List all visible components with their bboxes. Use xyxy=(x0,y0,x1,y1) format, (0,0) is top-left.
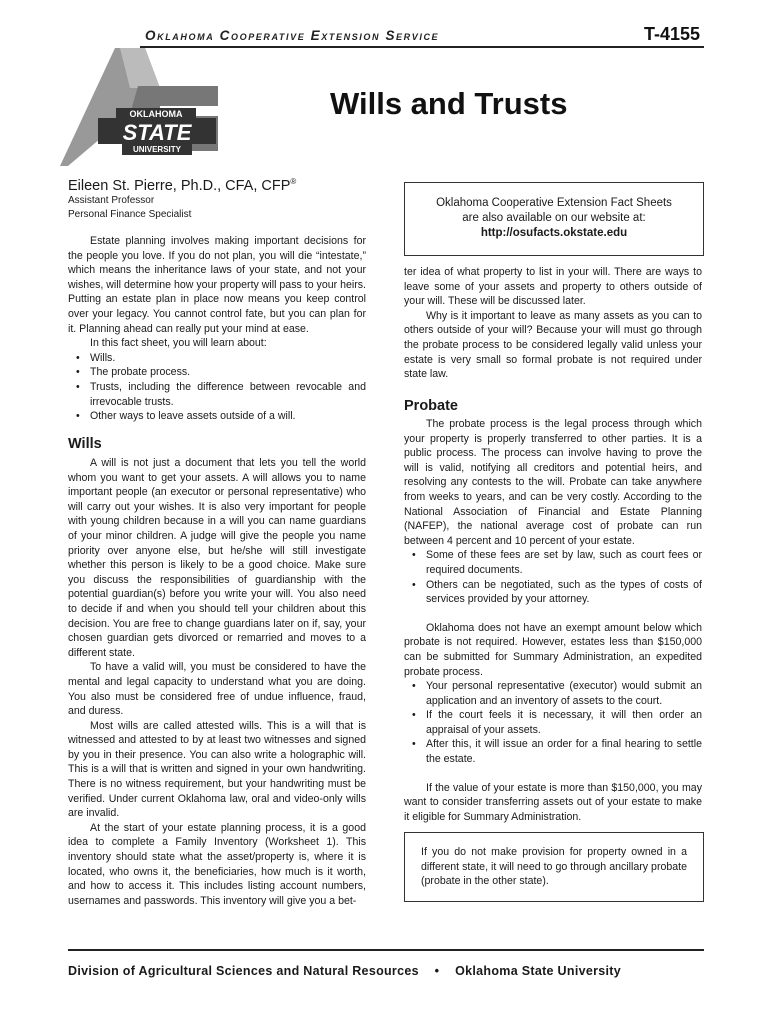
footer-university: Oklahoma State University xyxy=(455,964,622,978)
logo-line1: OKLAHOMA xyxy=(129,109,183,119)
footer xyxy=(68,964,704,978)
fact-box-url[interactable]: http://osufacts.okstate.edu xyxy=(480,227,628,239)
fact-box-line2: are also available on our website at: xyxy=(462,212,646,224)
intro-lead: In this fact sheet, you will learn about: xyxy=(90,337,267,350)
footer-rule xyxy=(68,949,704,951)
author-title xyxy=(68,194,191,222)
list-item: • Some of these fees are set by law, such as court fees or required documents. xyxy=(426,548,702,577)
osu-logo xyxy=(60,48,225,173)
header-service-name: Oklahoma Cooperative Extension Service xyxy=(145,28,440,43)
intro-paragraph: Estate planning involves making important decisions for the people you love. If you do not plan, you will die “intestate,” which means the inheritance laws of your state, and not your wishes, will determine how your property will pass to your heirs. Putting an estate plan in place now means you keep control over your legacy. You cannot control fate, but you can plan for it. Planning ahead can really put your mind at ease. xyxy=(68,235,366,335)
list-item: • Your personal representative (executor) would submit an application and an inventory of assets to the court. xyxy=(426,679,702,708)
right-continuation xyxy=(404,265,702,382)
author-name-text: Eileen St. Pierre, Ph.D., CFA, CFP xyxy=(68,177,291,194)
probate-heading: Probate xyxy=(404,398,458,414)
ancillary-probate-note xyxy=(404,832,704,902)
wills-paragraph-3: Most wills are called attested wills. This is a will that is witnessed and attested to by at least two witnesses and signed by you in their presence. You can also write a holographic will. This is a will that is written and signed in your own handwriting. There is no witness requirement, but your handwriting must be verified. Under current Oklahoma law, oral and video-only wills are invalid. xyxy=(68,719,366,820)
intro-list xyxy=(68,351,366,424)
probate-steps-list xyxy=(404,679,702,767)
probate-fee-list xyxy=(404,548,702,606)
wills-paragraph-4: At the start of your estate planning process, it is a good idea to complete a Family Inventory (Worksheet 1). This inventory should state what the asset/property is, where it is located, who owns it, the beneficiaries, how much is it worth, and how to access it. This includes listing account numbers, usernames and passwords. This inventory will give you a bet- xyxy=(68,821,366,907)
probate-paragraph-3: If the value of your estate is more than $150,000, you may want to consider transferring assets out of your estate to make it eligible for Summary Administration. xyxy=(404,781,702,823)
wills-section xyxy=(68,456,366,908)
why-paragraph: Why is it important to leave as many assets as you can to others outside of your will? Because your will must go through the probate process to be considered legally valid unless your estate is very small so formal probate is not required under state law. xyxy=(404,309,702,381)
continuation-paragraph: ter idea of what property to list in your will. There are ways to leave some of your assets and property to others outside of your will. These will be discussed later. xyxy=(404,266,702,308)
fact-sheets-box xyxy=(404,182,704,256)
author-title-line2: Personal Finance Specialist xyxy=(68,209,192,220)
wills-paragraph-2: To have a valid will, you must be considered to have the mental and legal capacity to understand what you are doing. You also must be considered free of undue influence, fraud, and duress. xyxy=(68,661,366,718)
page-title: Wills and Trusts xyxy=(330,86,568,121)
list-item: • Trusts, including the difference between revocable and irrevocable trusts. xyxy=(90,380,366,409)
author-name xyxy=(68,177,296,194)
probate-section xyxy=(404,417,702,824)
intro-section xyxy=(68,234,366,424)
document-id: T-4155 xyxy=(644,24,701,44)
probate-paragraph-1: The probate process is the legal process through which your property is properly transferred to other parties. It is a public process. The process can involve having to prove the will is valid, notifying all creditors and potential heirs, and resolving any contests to the will. Probate can take anywhere from weeks to years, and can be very costly. According to the National Association of Financial and Estate Planning (NAFEP), the national average cost of probate can run between 4 percent and 10 percent of your estate. xyxy=(404,418,702,547)
list-item: • Others can be negotiated, such as the types of costs of services provided by your attorney. xyxy=(426,578,702,607)
fact-box-line1: Oklahoma Cooperative Extension Fact Sheets xyxy=(436,197,672,209)
footer-division: Division of Agricultural Sciences and Natural Resources xyxy=(68,964,419,978)
wills-paragraph-1: A will is not just a document that lets you tell the world whom you want to get your assets. A will allows you to name important people (an executor or personal representative) who will carry out your wishes. It is also very important for people with young children because in a will you can name guardians of your minor children. A judge will give the people you name priority over anyone else, but he/she will still investigate whether this person is likely to be a good choice. Make sure you discuss the responsibilities of guardianship with the potential guardian(s) before you write your will. You also need to decide if and when you should tell your children about this decision. You are free to change guardians later on if, say, your chosen guardian gets divorced or remarried and moves to a different state. xyxy=(68,457,366,659)
footer-separator: • xyxy=(434,964,440,978)
author-title-line1: Assistant Professor xyxy=(68,195,155,206)
note-text: If you do not make provision for property owned in a different state, it will need to go through ancillary probate (probate in the other state). xyxy=(421,846,687,888)
probate-paragraph-2: Oklahoma does not have an exempt amount below which probate is not required. However, estates less than $150,000 can be submitted for Summary Administration, an expedited probate process. xyxy=(404,621,702,678)
wills-heading: Wills xyxy=(68,436,102,452)
author-mark: ® xyxy=(290,177,297,186)
list-item: • If the court feels it is necessary, it will then order an appraisal of your assets. xyxy=(426,708,702,737)
list-item: • After this, it will issue an order for a final hearing to settle the estate. xyxy=(426,737,702,766)
logo-line3: UNIVERSITY xyxy=(132,145,182,154)
list-item: • The probate process. xyxy=(90,365,366,380)
list-item: • Wills. xyxy=(90,351,366,366)
logo-line2: STATE xyxy=(122,120,192,145)
list-item: • Other ways to leave assets outside of a will. xyxy=(90,409,366,424)
